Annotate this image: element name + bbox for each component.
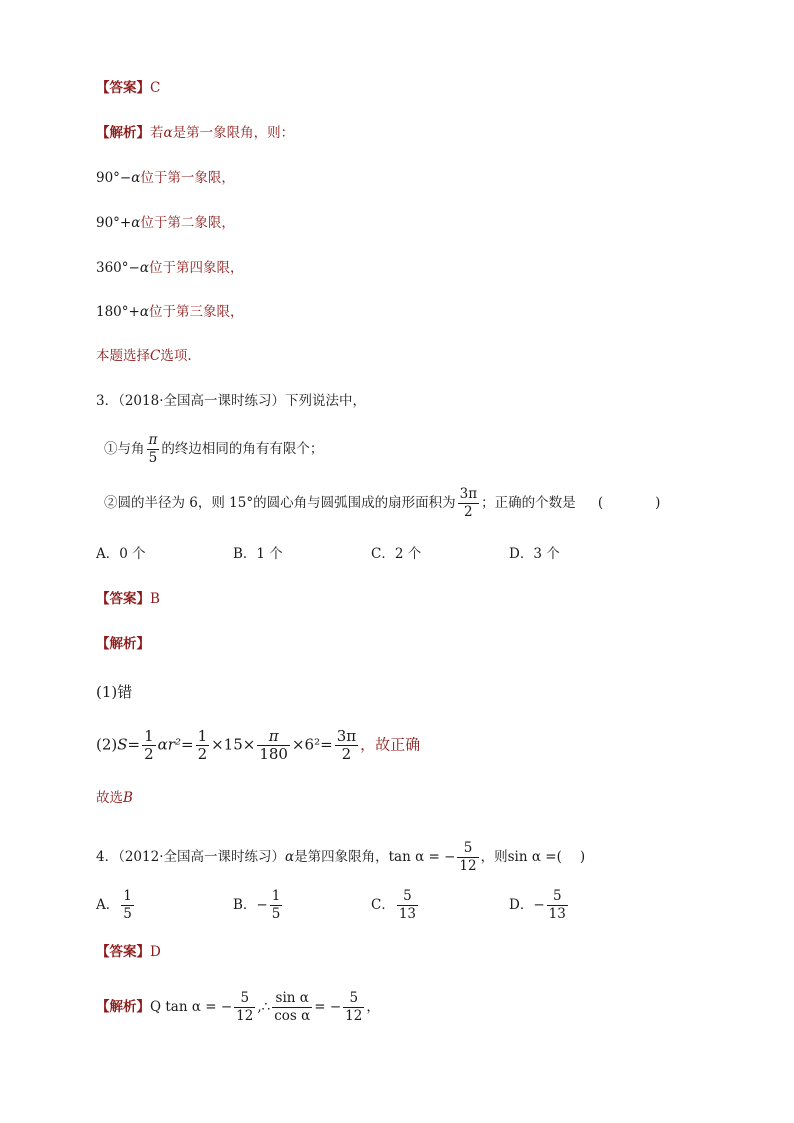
fraction: $\frac{1}{5}$ bbox=[271, 888, 281, 922]
question-3-option-a: A．0 个 bbox=[96, 546, 146, 562]
question-3-option-c: C．2 个 bbox=[371, 546, 422, 562]
answer-line-2 bbox=[96, 78, 160, 98]
question-4-option-c: C． $\frac{5}{13}$ bbox=[371, 888, 417, 922]
fraction: $\frac{5}{12}$ bbox=[459, 840, 477, 874]
analysis-line-4: 【解析】Q tan α = − $\frac{5}{12}$ ,∴ $\frac{\text{sin α}}{\text{cos α}}$ = − $\frac{5}{12}$ ， bbox=[96, 990, 380, 1024]
fraction: $\frac{1}{5}$ bbox=[123, 888, 132, 922]
question-4-option-d: D．− $\frac{5}{13}$ bbox=[509, 888, 566, 922]
question-3-item-1: ①与角 $\frac{\pi}{5}$ 的终边相同的角有有限个； bbox=[104, 432, 324, 466]
answer-value: C bbox=[150, 80, 161, 96]
fraction: $\frac{\pi}{5}$ bbox=[148, 432, 158, 466]
analysis-step-2: 90°+α位于第二象限， bbox=[96, 215, 235, 231]
question-3-option-d: D．3 个 bbox=[509, 546, 560, 562]
fraction: $\frac{3\pi}{2}$ bbox=[459, 486, 478, 520]
fraction: $\frac{\text{sin α}}{\text{cos α}}$ bbox=[274, 990, 311, 1024]
question-4-option-b: B．− $\frac{1}{5}$ bbox=[233, 888, 281, 922]
fraction: $\frac{5}{13}$ bbox=[548, 888, 566, 922]
question-3-option-b: B．1 个 bbox=[233, 546, 283, 562]
question-3-stem: 3．（2018·全国高一课时练习）下列说法中， bbox=[96, 393, 366, 409]
fraction: $\frac{3\pi}{2}$ bbox=[336, 727, 357, 763]
fraction: $\frac{5}{13}$ bbox=[398, 888, 417, 922]
question-4-stem: 4．（2012·全国高一课时练习）α是第四象限角，tan α = − $\frac{5}{12}$ ，则sin α =( ) bbox=[96, 840, 586, 874]
fraction: $\frac{5}{12}$ bbox=[236, 990, 254, 1024]
conclusion-line-2: 本题选择C选项. bbox=[96, 348, 192, 364]
question-4-option-a: A． $\frac{1}{5}$ bbox=[96, 888, 132, 922]
analysis-step-1: 90°−α位于第一象限， bbox=[96, 170, 235, 186]
fraction: $\frac{\pi}{180}$ bbox=[259, 727, 288, 763]
analysis-line-3: 【解析】 bbox=[96, 636, 150, 652]
analysis-line-2: 【解析】若α是第一象限角，则： bbox=[96, 125, 295, 141]
analysis-tag: 【解析】 bbox=[96, 125, 150, 141]
fraction: $\frac{1}{2}$ bbox=[197, 727, 208, 763]
question-3-item-2: ②圆的半径为 6，则 15°的圆心角与圆弧围成的扇形面积为 $\frac{3\pi}{2}$ ；正确的个数是 ( ) bbox=[104, 486, 661, 520]
fraction: $\frac{5}{12}$ bbox=[345, 990, 363, 1024]
answer-line-3: 【答案】B bbox=[96, 591, 160, 607]
solution-step-2: (2)S= $\frac{1}{2}$ αr²= $\frac{1}{2}$ ×15× $\frac{\pi}{180}$ ×6²= $\frac{3\pi}{2}$ ，故正确 bbox=[96, 727, 421, 763]
analysis-step-3: 360°−α位于第四象限， bbox=[96, 260, 244, 276]
answer-tag: 【答案】 bbox=[96, 80, 150, 96]
final-choice-3: 故选B bbox=[96, 790, 133, 806]
fraction: $\frac{1}{2}$ bbox=[144, 727, 154, 763]
solution-step-1: (1)错 bbox=[96, 683, 133, 701]
analysis-step-4: 180°+α位于第三象限， bbox=[96, 304, 244, 320]
answer-line-4: 【答案】D bbox=[96, 944, 161, 960]
